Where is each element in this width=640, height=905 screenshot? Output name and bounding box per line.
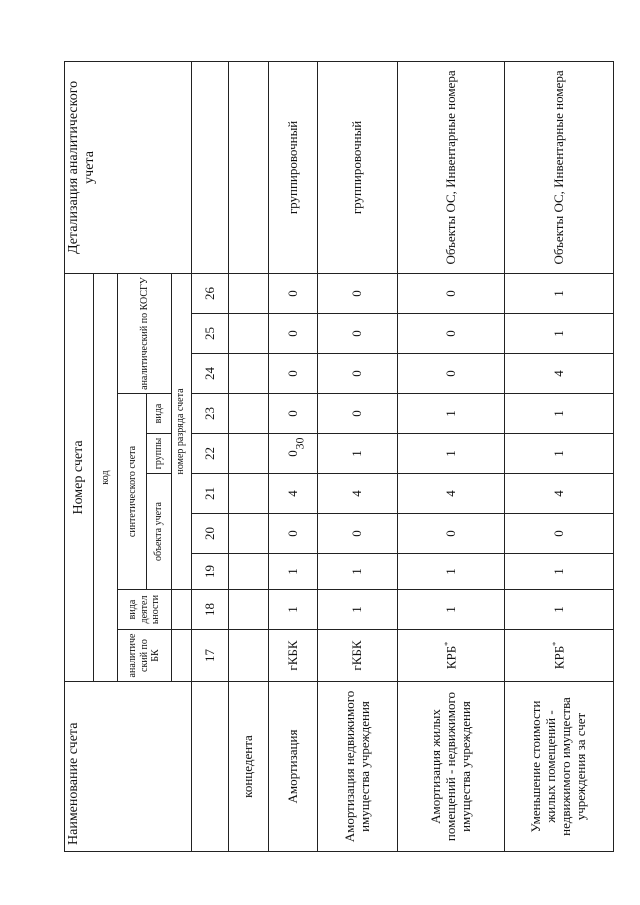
digit-19: 19	[191, 554, 229, 590]
row-cell: 1	[505, 590, 614, 630]
row-cell: 0	[318, 394, 398, 434]
row-cell: 4	[318, 474, 398, 514]
row-cell: 0	[269, 434, 318, 474]
row-cell-text: КРБ	[443, 645, 459, 670]
row-cell	[229, 394, 269, 434]
row-cell: 1	[318, 434, 398, 474]
page-number: 30	[292, 437, 307, 450]
row-cell: 0	[398, 273, 505, 313]
digit-spacer	[191, 61, 229, 273]
header-analytic-bk: аналитиче ский по БК	[118, 630, 171, 682]
header-group: группы	[147, 434, 171, 474]
row-name: концедента	[229, 682, 269, 852]
footnote-mark: *	[550, 641, 560, 646]
row-cell: 0	[318, 314, 398, 354]
row-detail: группировочный	[318, 61, 398, 273]
row-cell: 0	[269, 354, 318, 394]
row-cell: 0	[318, 354, 398, 394]
header-kosgu: аналитический по КОСГУ	[118, 273, 171, 393]
row-cell: 0	[398, 354, 505, 394]
row-cell	[229, 314, 269, 354]
row-cell-krb	[398, 630, 505, 682]
header-spacer	[171, 630, 191, 682]
header-spacer	[171, 590, 191, 630]
digit-20: 20	[191, 514, 229, 554]
row-cell-text: КРБ	[551, 645, 567, 670]
digit-25: 25	[191, 314, 229, 354]
header-digit-row: номер разряда счета	[171, 273, 191, 589]
row-cell: 1	[398, 434, 505, 474]
row-cell: 1	[505, 394, 614, 434]
row-cell-krb	[505, 630, 614, 682]
digit-26: 26	[191, 273, 229, 313]
account-table-rotated	[64, 62, 614, 852]
row-cell: 1	[269, 554, 318, 590]
row-detail: Объекты ОС, Инвентарные номера	[398, 61, 505, 273]
row-cell: 1	[398, 554, 505, 590]
row-cell	[229, 590, 269, 630]
row-cell: 4	[505, 474, 614, 514]
header-type: вида	[147, 394, 171, 434]
row-cell: 0	[269, 314, 318, 354]
row-detail: группировочный	[269, 61, 318, 273]
row-cell: 4	[269, 474, 318, 514]
row-cell: 0	[318, 273, 398, 313]
header-object: объекта учета	[147, 474, 171, 590]
header-synthetic: синтетического счета	[118, 394, 147, 590]
header-code: код	[93, 273, 117, 681]
digit-22: 22	[191, 434, 229, 474]
row-cell: 1	[269, 590, 318, 630]
digit-24: 24	[191, 354, 229, 394]
footnote-mark: *	[443, 641, 453, 646]
row-cell: 4	[398, 474, 505, 514]
row-cell: 0	[505, 514, 614, 554]
account-table	[64, 61, 614, 852]
row-detail: Объекты ОС, Инвентарные номера	[505, 61, 614, 273]
row-cell: 0	[269, 394, 318, 434]
header-detail: Детализация аналитического учета	[65, 61, 192, 273]
row-cell	[229, 554, 269, 590]
row-cell: гКБК	[318, 630, 398, 682]
digit-17: 17	[191, 630, 229, 682]
row-name: Уменьшение стоимости жилых помещений - недвижимого имущества учреждения за счет	[505, 682, 614, 852]
row-cell	[229, 514, 269, 554]
row-cell	[229, 273, 269, 313]
row-cell: 0	[398, 514, 505, 554]
row-cell: 4	[505, 354, 614, 394]
row-cell: 0	[269, 514, 318, 554]
row-cell	[229, 354, 269, 394]
header-number: Номер счета	[65, 273, 94, 681]
row-cell	[229, 474, 269, 514]
row-cell: 1	[398, 394, 505, 434]
row-name: Амортизация	[269, 682, 318, 852]
row-cell: 0	[269, 273, 318, 313]
digit-21: 21	[191, 474, 229, 514]
row-cell	[229, 630, 269, 682]
row-detail	[229, 61, 269, 273]
row-cell	[229, 434, 269, 474]
row-cell: 1	[505, 314, 614, 354]
row-cell: 1	[505, 273, 614, 313]
row-cell: 1	[318, 554, 398, 590]
row-cell: 0	[318, 514, 398, 554]
header-name: Наименование счета	[65, 682, 192, 852]
row-name: Амортизация жилых помещений - недвижимого имущества учреждения	[398, 682, 505, 852]
row-cell: 0	[398, 314, 505, 354]
row-cell: 1	[318, 590, 398, 630]
row-cell: 1	[505, 554, 614, 590]
digit-spacer	[191, 682, 229, 852]
row-cell: 1	[505, 434, 614, 474]
digit-23: 23	[191, 394, 229, 434]
header-activity: вида деятел ьности	[118, 590, 171, 630]
row-cell: гКБК	[269, 630, 318, 682]
digit-18: 18	[191, 590, 229, 630]
row-name: Амортизация недвижимого имущества учреждения	[318, 682, 398, 852]
row-cell: 1	[398, 590, 505, 630]
